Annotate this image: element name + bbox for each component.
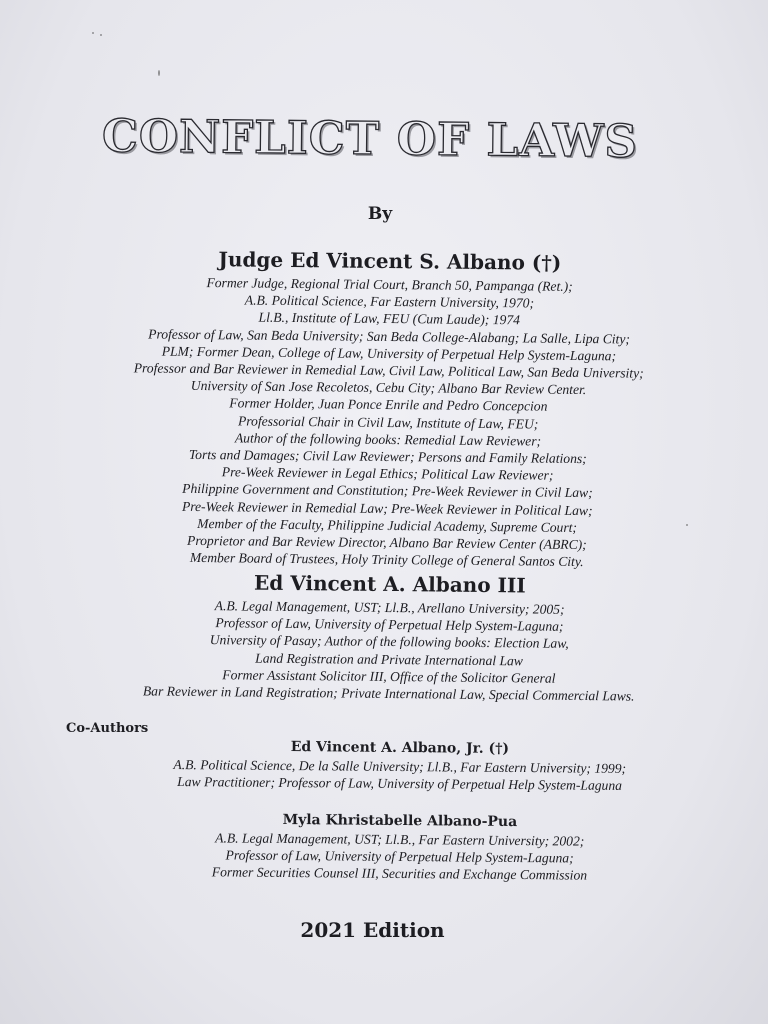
author-credential-line: A.B. Political Science, Far Eastern University, 1970; xyxy=(244,292,535,311)
coauthor-credential-line: A.B. Legal Management, UST; Ll.B., Far Eastern University; 2002; xyxy=(215,830,585,849)
author-credential-line: Torts and Damages; Civil Law Reviewer; Persons and Family Relations; xyxy=(188,446,587,467)
coauthor-block xyxy=(80,736,720,795)
scan-speck xyxy=(100,34,102,36)
coauthor-name: Ed Vincent A. Albano, Jr. (†) xyxy=(290,739,510,757)
author-credential-line: PLM; Former Dean, College of Law, University of Perpetual Help System-Laguna; xyxy=(161,343,617,364)
author-credential-line: Former Holder, Juan Ponce Enrile and Pedro Concepcion xyxy=(229,395,548,415)
author-credential-line: Author of the following books: Remedial Law Reviewer; xyxy=(234,430,542,449)
author-credential-line: Member of the Faculty, Philippine Judicial Academy, Supreme Court; xyxy=(197,515,578,535)
author-credential-line: Professor and Bar Reviewer in Remedial Law, Civil Law, Political Law, San Beda University; xyxy=(133,360,644,381)
author-credential-line: Bar Reviewer in Land Registration; Private International Law, Special Commercial Laws. xyxy=(142,683,635,704)
author-credential-line: Land Registration and Private International Law xyxy=(255,650,524,669)
coauthor-block xyxy=(79,809,720,885)
primary-author-name: Judge Ed Vincent S. Albano (†) xyxy=(218,247,562,275)
primary-author-block xyxy=(77,245,700,572)
coauthor-credential-line: Former Securities Counsel III, Securities and Exchange Commission xyxy=(211,864,588,884)
coauthor-name: Myla Khristabelle Albano-Pua xyxy=(282,811,518,831)
scan-speck xyxy=(92,32,94,34)
coauthors-heading: Co-Authors xyxy=(66,721,149,736)
author-credential-line: Professorial Chair in Civil Law, Institute of Law, FEU; xyxy=(237,413,539,432)
author-credential-line: Professor of Law, San Beda University; San Beda College-Alabang; La Salle, Lipa City; xyxy=(148,326,631,347)
author-credential-line: Professor of Law, University of Perpetual Help System-Laguna; xyxy=(215,615,564,635)
author-credential-line: Former Assistant Solicitor III, Office of the Solicitor General xyxy=(222,667,556,686)
author-credential-line: Member Board of Trustees, Holy Trinity College of General Santos City. xyxy=(189,550,584,570)
author-credential-line: Proprietor and Bar Review Director, Albano Bar Review Center (ABRC); xyxy=(187,532,587,553)
coauthor-credential-line: A.B. Political Science, De la Salle University; Ll.B., Far Eastern University; 1999; xyxy=(173,757,627,776)
edition-label: 2021 Edition xyxy=(300,918,445,942)
second-author-block xyxy=(79,568,700,706)
coauthor-credential-line: Law Practitioner; Professor of Law, University of Perpetual Help System-Laguna xyxy=(177,774,623,794)
author-credential-line: A.B. Legal Management, UST; Ll.B., Arellano University; 2005; xyxy=(214,598,565,617)
scan-speck xyxy=(158,70,160,76)
author-credential-line: Philippine Government and Constitution; Pre-Week Reviewer in Civil Law; xyxy=(182,481,593,501)
author-credential-line: University of San Jose Recoletos, Cebu City; Albano Bar Review Center. xyxy=(190,378,587,398)
author-credential-line: Former Judge, Regional Trial Court, Branch 50, Pampanga (Ret.); xyxy=(206,275,573,294)
author-credential-line: Ll.B., Institute of Law, FEU (Cum Laude); 1974 xyxy=(258,310,521,328)
author-credential-line: Pre-Week Reviewer in Legal Ethics; Political Law Reviewer; xyxy=(221,464,554,483)
second-author-name: Ed Vincent A. Albano III xyxy=(253,570,526,598)
by-label: By xyxy=(367,204,393,224)
coauthor-credential-line: Professor of Law, University of Perpetual Help System-Laguna; xyxy=(225,847,574,866)
book-title: CONFLICT OF LAWS xyxy=(101,109,639,168)
author-credential-line: Pre-Week Reviewer in Remedial Law; Pre-Week Reviewer in Political Law; xyxy=(181,498,593,518)
author-credential-line: University of Pasay; Author of the following books: Election Law, xyxy=(209,632,569,652)
